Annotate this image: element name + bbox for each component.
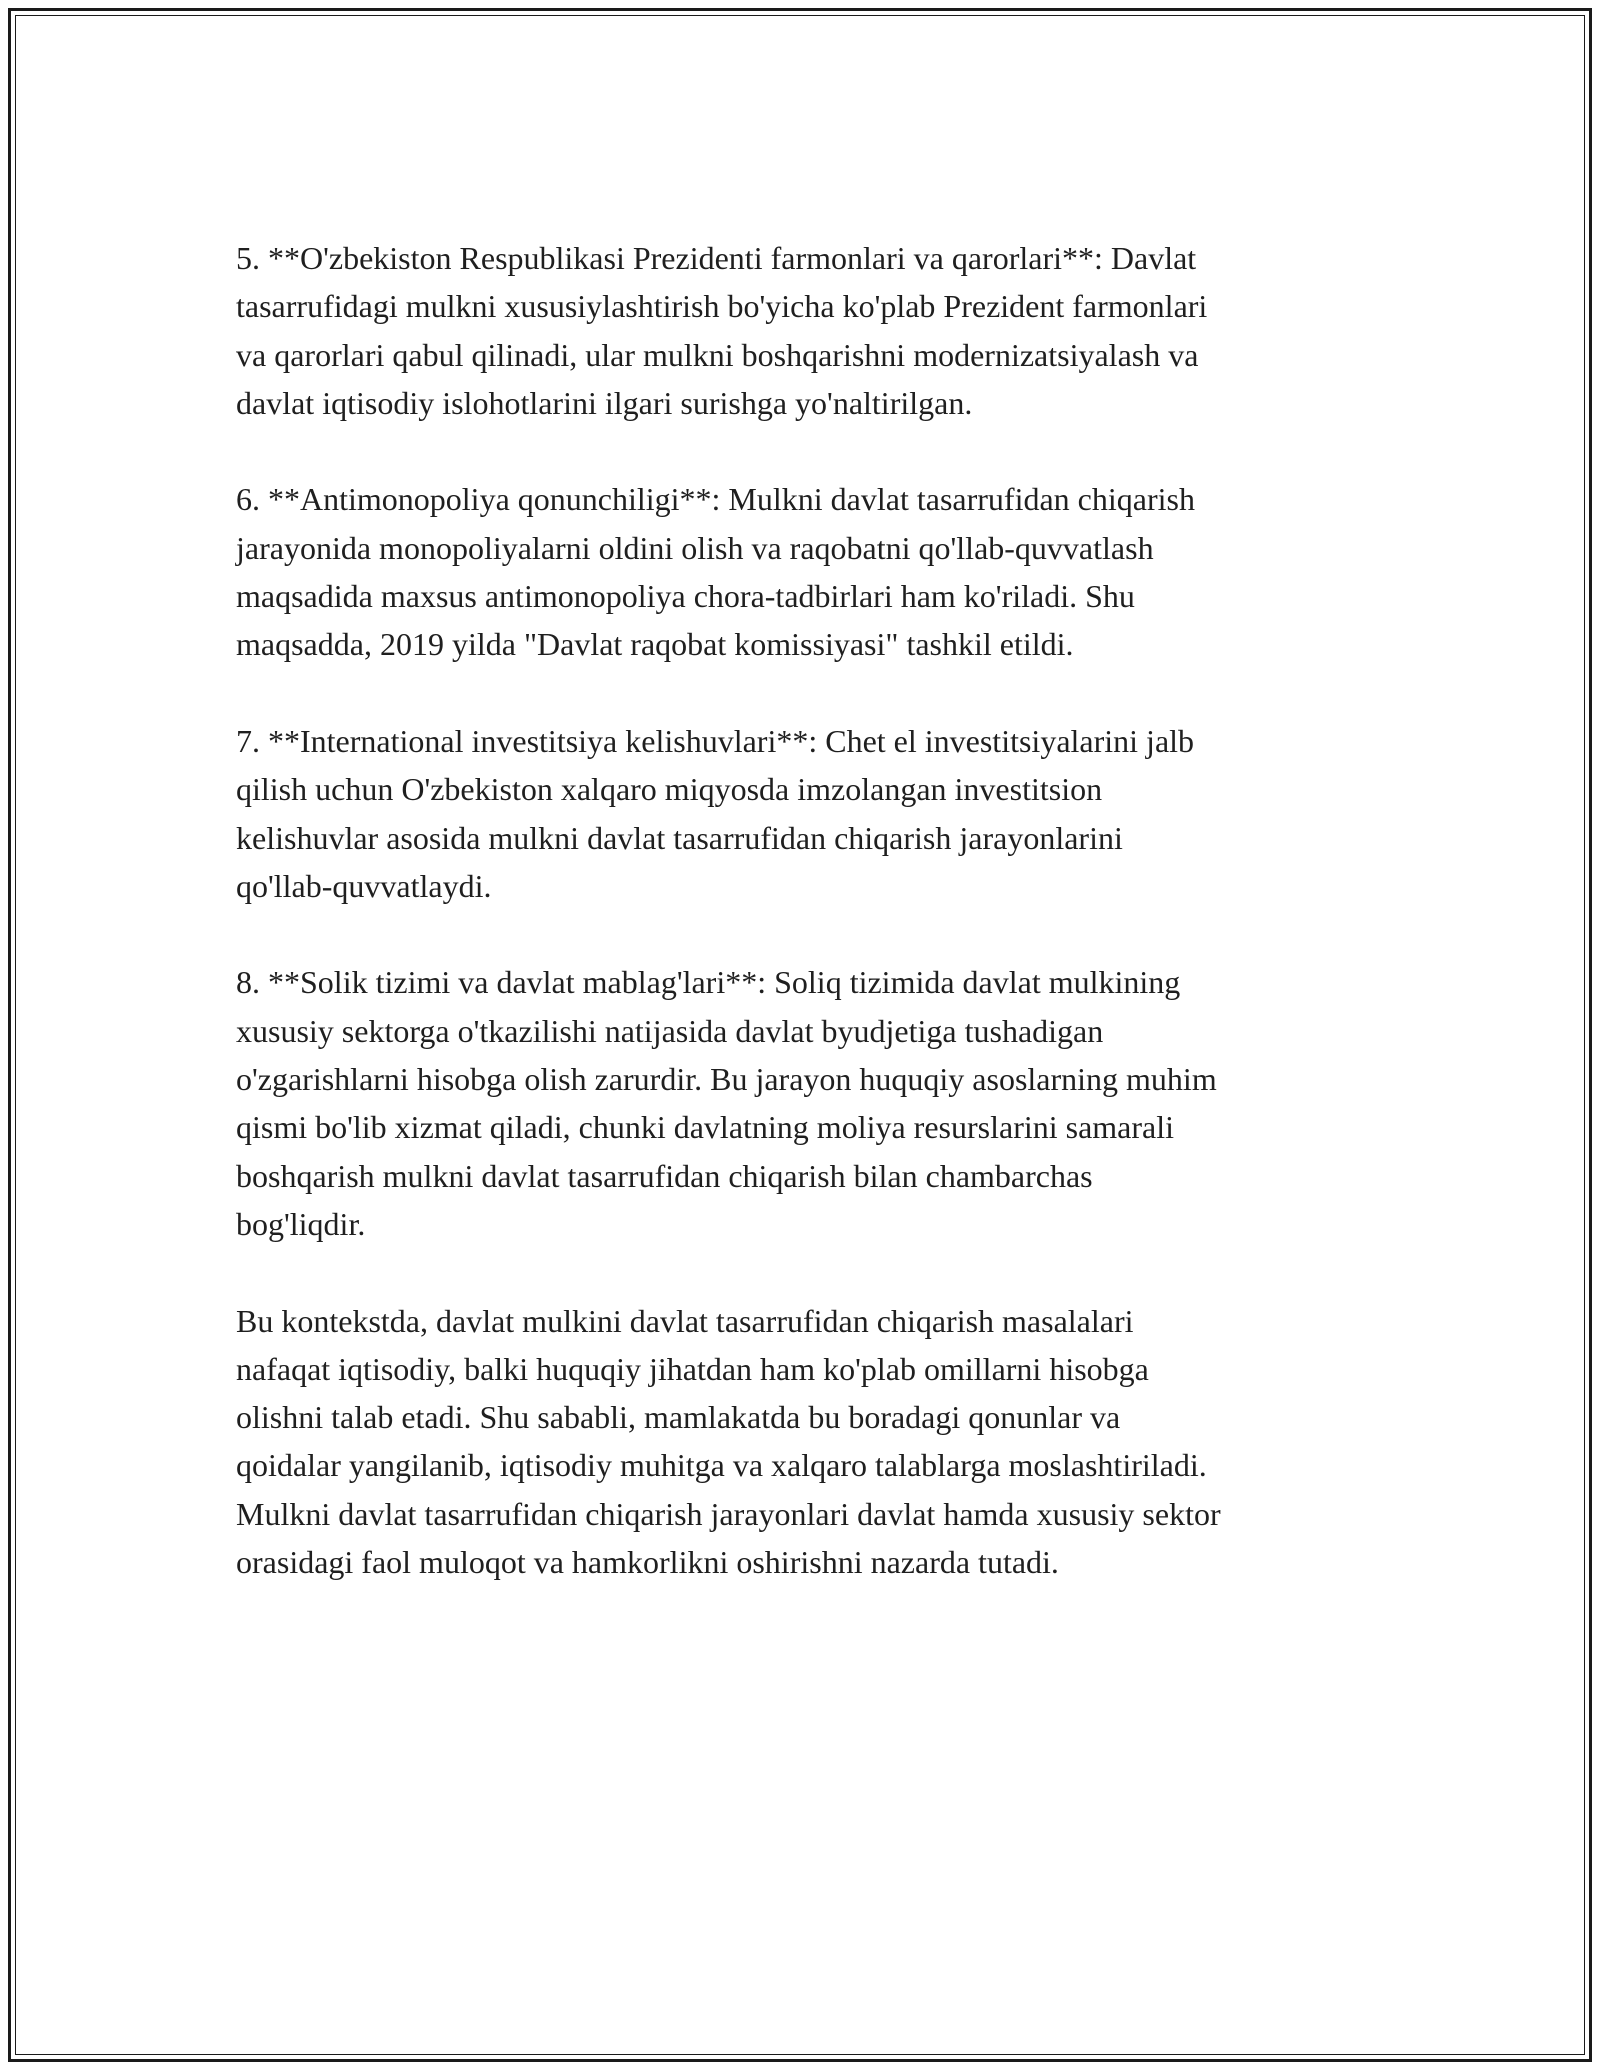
paragraph-item-6: 6. **Antimonopoliya qonunchiligi**: Mulkni davlat tasarrufidan chiqarish jarayonida monopoliyalarni oldini olish va raqobatni qo'llab-quvvatlash maqsadida maxsus antimonopoliya chora-tadbirlari ham ko'riladi. Shu maqsadda, 2019 yilda "Davlat raqobat komissiyasi" tashkil etildi.	[236, 481, 1195, 663]
paragraph-item-7: 7. **International investitsiya kelishuvlari**: Chet el investitsiyalarini jalb qilish uchun O'zbekiston xalqaro miqyosda imzolangan investitsion kelishuvlar asosida mulkni davlat tasarrufidan chiqarish jarayonlarini qo'llab-quvvatlaydi.	[236, 722, 1195, 904]
paragraph-conclusion: Bu kontekstda, davlat mulkini davlat tasarrufidan chiqarish masalalari nafaqat iqtisodiy, balki huquqiy jihatdan ham ko'plab omillarni hisobga olishni talab etadi. Shu sababli, mamlakatda bu boradagi qonunlar va qoidalar yangilanib, iqtisodiy muhitga va xalqaro talablarga moslashtiriladi. Mulkni davlat tasarrufidan chiqarish jarayonlari davlat hamda xususiy sektor orasidagi faol muloqot va hamkorlikni oshirishni nazarda tutadi.	[236, 1302, 1221, 1581]
paragraph-item-5: 5. **O'zbekiston Respublikasi Prezidenti farmonlari va qarorlari**: Davlat tasarrufidagi mulkni xususiylashtirish bo'yicha ko'plab Prezident farmonlari va qarorlari qabul qilinadi, ular mulkni boshqarishni modernizatsiyalash va davlat iqtisodiy islohotlarini ilgari surishga yo'naltirilgan.	[236, 240, 1208, 421]
paragraph-item-8: 8. **Solik tizimi va davlat mablag'lari**: Soliq tizimida davlat mulkining xususiy sektorga o'tkazilishi natijasida davlat byudjetiga tushadigan o'zgarishlarni hisobga olish zarurdir. Bu jarayon huquqiy asoslarning muhim qismi bo'lib xizmat qiladi, chunki davlatning moliya resurslarini samarali boshqarish mulkni davlat tasarrufidan chiqarish bilan chambarchas bog'liqdir.	[236, 964, 1217, 1242]
document-body	[236, 234, 1376, 1635]
